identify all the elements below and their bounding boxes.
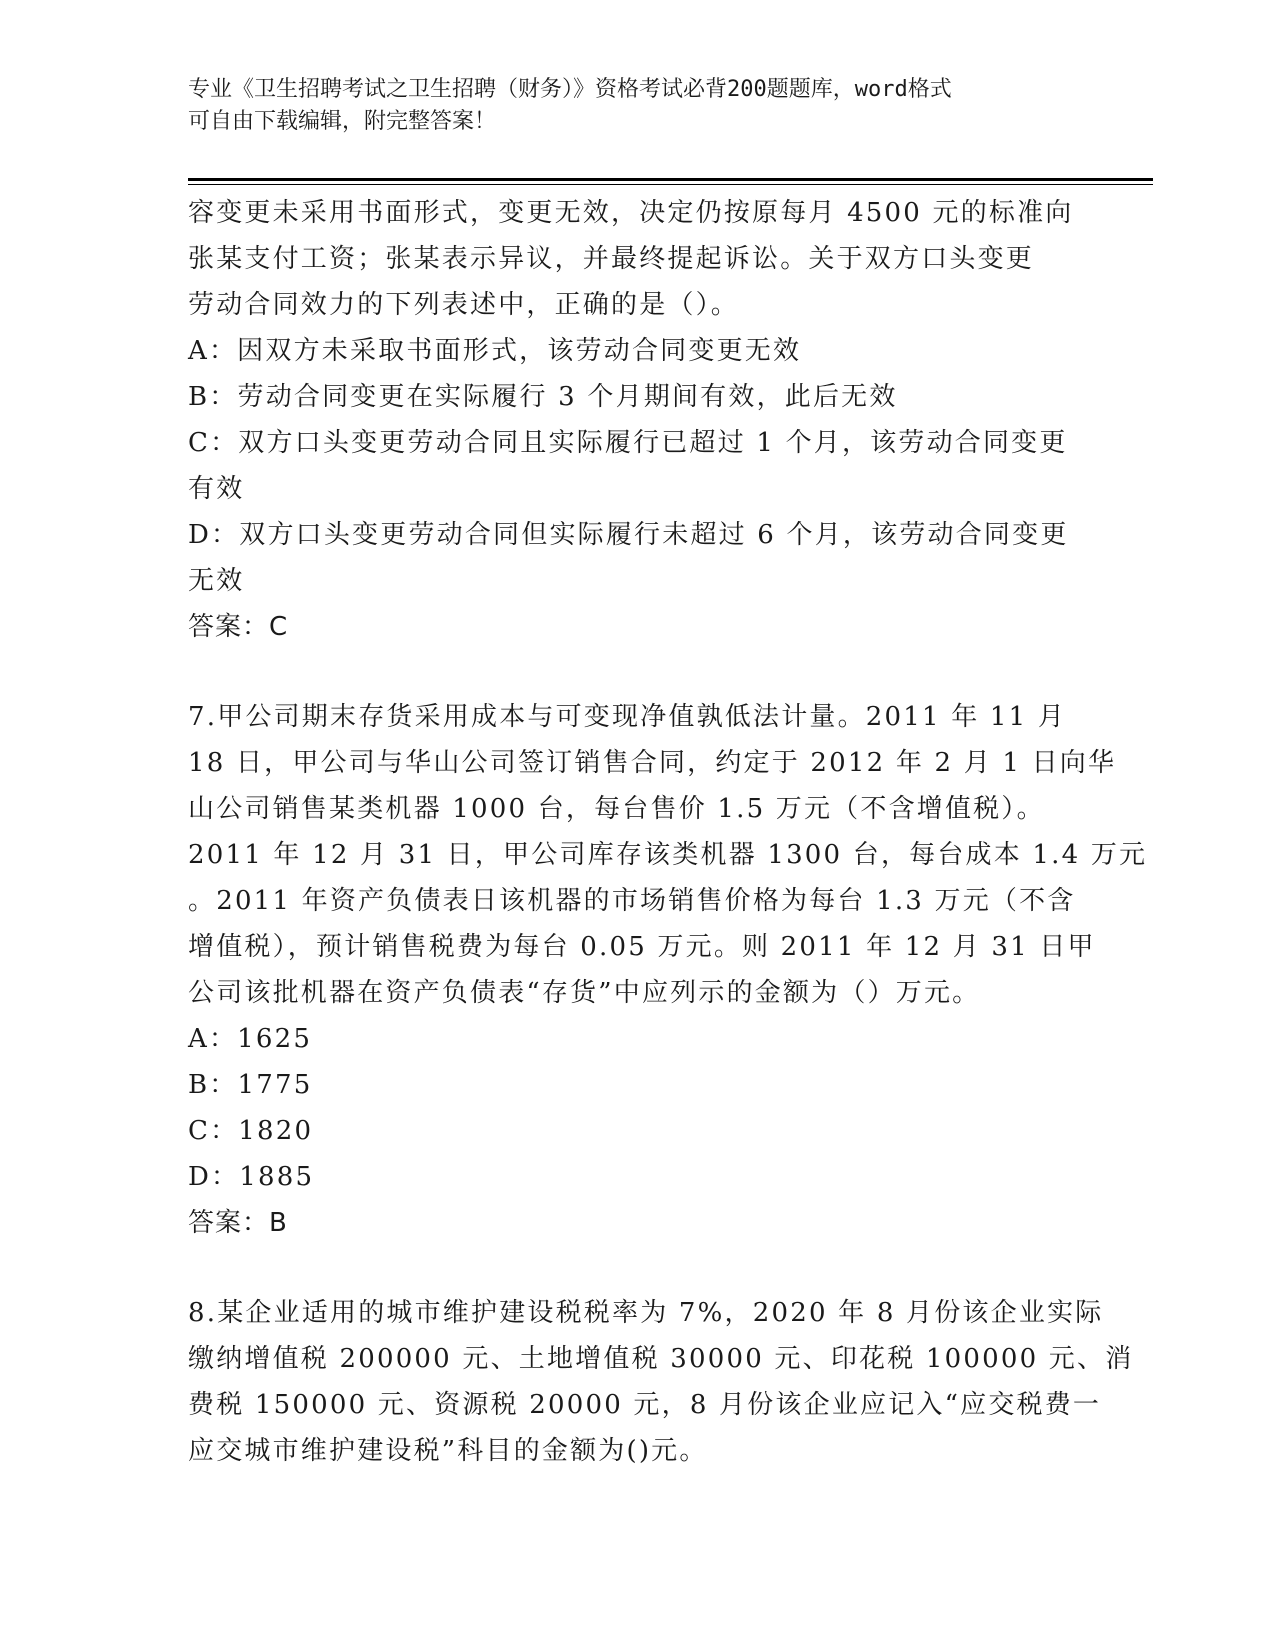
question-text-line: 山公司销售某类机器 1000 台，每台售价 1.5 万元（不含增值税）。 <box>188 794 1045 824</box>
question-text-line: 缴纳增值税 200000 元、土地增值税 30000 元、印花税 100000 元、消 <box>188 1344 1134 1374</box>
question-text-line: 。2011 年资产负债表日该机器的市场销售价格为每台 1.3 万元（不含 <box>188 886 1076 916</box>
option-d: D：1885 <box>188 1162 315 1192</box>
option-c-continued: 有效 <box>188 474 245 504</box>
question-text-line: 费税 150000 元、资源税 20000 元，8 月份该企业应记入“应交税费一 <box>188 1390 1102 1420</box>
document-body <box>188 190 1148 1474</box>
question-text-line: 7.甲公司期末存货采用成本与可变现净值孰低法计量。2011 年 11 月 <box>188 702 1067 732</box>
question-text-line: 公司该批机器在资产负债表“存货”中应列示的金额为（）万元。 <box>188 978 981 1008</box>
document-header <box>188 74 1088 138</box>
question-text-line: 8.某企业适用的城市维护建设税税率为 7%，2020 年 8 月份该企业实际 <box>188 1298 1104 1328</box>
header-divider-thin <box>188 184 1153 185</box>
option-b: B：1775 <box>188 1070 313 1100</box>
spacer <box>188 650 1088 694</box>
option-a: A：1625 <box>188 1024 313 1054</box>
option-a: A：因双方未采取书面形式，该劳动合同变更无效 <box>188 336 802 366</box>
question-8 <box>188 1290 1134 1474</box>
option-c: C：双方口头变更劳动合同且实际履行已超过 1 个月，该劳动合同变更 <box>188 428 1068 458</box>
question-text-line: 应交城市维护建设税”科目的金额为()元。 <box>188 1436 708 1466</box>
option-b: B：劳动合同变更在实际履行 3 个月期间有效，此后无效 <box>188 382 898 412</box>
answer-label: 答案：C <box>188 612 289 642</box>
header-line-1: 专业《卫生招聘考试之卫生招聘（财务）》资格考试必背200题题库，word格式 <box>188 77 952 102</box>
question-text-line: 18 日，甲公司与华山公司签订销售合同，约定于 2012 年 2 月 1 日向华 <box>188 748 1117 778</box>
question-text-line: 张某支付工资；张某表示异议，并最终提起诉讼。关于双方口头变更 <box>188 244 1035 274</box>
header-line-2: 可自由下载编辑，附完整答案！ <box>188 109 497 134</box>
question-text-line: 2011 年 12 月 31 日，甲公司库存该类机器 1300 台，每台成本 1.4 万元 <box>188 840 1148 870</box>
header-divider-thick <box>188 178 1153 181</box>
spacer <box>188 1246 1088 1290</box>
answer-label: 答案：B <box>188 1208 288 1238</box>
question-text-line: 容变更未采用书面形式，变更无效，决定仍按原每月 4500 元的标准向 <box>188 198 1074 228</box>
option-c: C：1820 <box>188 1116 314 1146</box>
option-d: D：双方口头变更劳动合同但实际履行未超过 6 个月，该劳动合同变更 <box>188 520 1069 550</box>
option-d-continued: 无效 <box>188 566 245 596</box>
question-7 <box>188 694 1148 1246</box>
question-text-line: 增值税），预计销售税费为每台 0.05 万元。则 2011 年 12 月 31 日甲 <box>188 932 1096 962</box>
question-6 <box>188 190 1088 650</box>
question-text-line: 劳动合同效力的下列表述中，正确的是（）。 <box>188 290 740 320</box>
